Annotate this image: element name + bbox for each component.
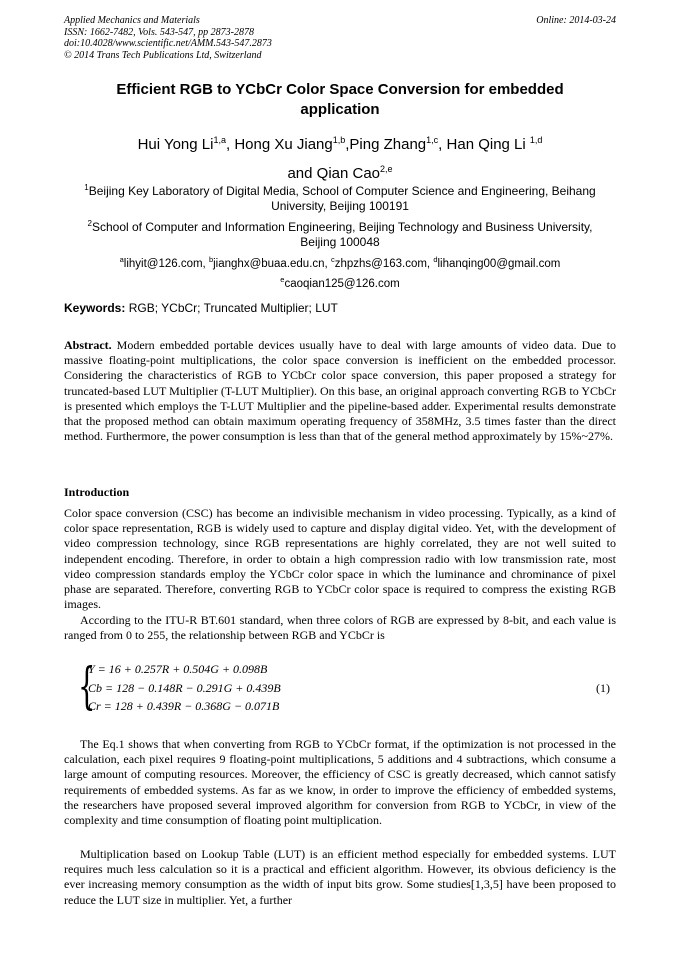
author-sep: , <box>438 136 447 153</box>
email-sup: c <box>330 255 335 264</box>
doi-line: doi:10.4028/www.scientific.net/AMM.543-547.2873 <box>64 38 272 49</box>
journal-name: Applied Mechanics and Materials <box>64 15 200 26</box>
equation-lines <box>88 660 281 716</box>
author-sup: 2,e <box>380 164 393 174</box>
author-sep: , <box>345 136 350 153</box>
affiliation-sup: 1 <box>84 183 89 192</box>
email-link[interactable]: jianghx@buaa.edu.cn, <box>213 258 331 270</box>
copyright-line: © 2014 Trans Tech Publications Ltd, Switzerland <box>64 49 262 61</box>
abstract-text: Modern embedded portable devices usually have to deal with large amounts of video data. Due to massive floating-point multiplications, the color space conversion is inefficient on the embedded processor. Considering the characteristics of RGB to YCbCr color space conversion, this paper proposed a strategy for truncated-based LUT Multiplier (T-LUT Multiplier). On this base, an original approach converting RGB to YCbCr is presented which employs the T-LUT Multiplier and the pipeline-based adder. Experimental results demonstrate that the proposed method can obtain maximum operating frequency of 358MHz, 3.5 times faster than the direct method. Furthermore, the power consumption is less than that of the general method approximately by 15%~27%. <box>64 338 616 444</box>
email-line-2 <box>64 272 616 292</box>
equation-line-y: Y = 16 + 0.257R + 0.504G + 0.098B <box>88 662 268 676</box>
equation-number: (1) <box>596 681 610 695</box>
title-line-2: application <box>300 101 380 118</box>
affiliation-2-line-2: Beijing 100048 <box>300 235 380 249</box>
title-line-1: Efficient RGB to YCbCr Color Space Conversion for embedded <box>116 81 564 98</box>
author-sup: 1,b <box>332 135 346 145</box>
affiliation-text: School of Computer and Information Engineering, Beijing Technology and Business University, <box>91 220 593 234</box>
affiliation-2-line-1 <box>64 216 616 235</box>
email-link[interactable]: caoqian125@126.com <box>284 278 400 290</box>
email-link[interactable]: lihanqing00@gmail.com <box>437 258 561 270</box>
author-name: Ping Zhang <box>349 136 427 153</box>
author-sup: 1,c <box>426 135 439 145</box>
abstract <box>64 338 616 444</box>
author-name: Han Qing Li <box>446 136 530 153</box>
intro-paragraph-2: According to the ITU-R BT.601 standard, when three colors of RGB are expressed by 8-bit, and each value is ranged from 0 to 255, the relationship between RGB and YCbCr is <box>64 613 616 643</box>
equation-1 <box>78 657 616 720</box>
keywords <box>64 301 616 316</box>
email-link[interactable]: zhpzhs@163.com, <box>334 258 434 270</box>
journal-header <box>64 15 616 61</box>
author-sup: 1,a <box>213 135 226 145</box>
author-sup: 1,d <box>529 135 543 145</box>
section-heading-introduction: Introduction <box>64 485 130 499</box>
email-sup: d <box>433 255 438 264</box>
affiliation-2 <box>64 216 616 250</box>
author-list <box>64 128 616 186</box>
equation-line-cb: Cb = 128 − 0.148R − 0.291G + 0.439B <box>88 680 281 695</box>
author-name: Hui Yong Li <box>137 136 214 153</box>
equation-line-cr: Cr = 128 + 0.439R − 0.368G − 0.071B <box>88 699 280 713</box>
affiliation-sup: 2 <box>87 219 92 228</box>
author-name: Hong Xu Jiang <box>234 136 333 153</box>
affiliation-text: Beijing Key Laboratory of Digital Media, School of Computer Science and Engineering, Beihang <box>88 184 596 198</box>
affiliation-1 <box>64 180 616 214</box>
affiliation-1-line-1 <box>64 180 616 199</box>
email-list <box>64 252 616 292</box>
keywords-text: RGB; YCbCr; Truncated Multiplier; LUT <box>125 301 338 315</box>
issn-line: ISSN: 1662-7482, Vols. 543-547, pp 2873-2878 <box>64 26 254 38</box>
left-brace: { <box>78 657 96 715</box>
online-date: Online: 2014-03-24 <box>536 15 616 26</box>
intro-paragraph-1: Color space conversion (CSC) has become an indivisible mechanism in video processing. Typically, as a kind of color space representation, RGB is widely used to capture and display digital video. Yet, with the development of video compression technology, since RGB representations are highly correlated, they are not well suited to independent encoding. Therefore, in order to obtain a high compression radio with low transmission rate, most video compression standards employ the YCbCr color space in which the luminance and chrominance of pixel phase are separated. Therefore, converting RGB to YCbCr color space is required to compress the existing RGB images. <box>64 506 616 612</box>
paper-title <box>64 80 616 120</box>
author-name: and Qian Cao <box>287 165 381 182</box>
email-line-1 <box>64 252 616 272</box>
intro-paragraph-3: The Eq.1 shows that when converting from RGB to YCbCr format, if the optimization is not processed in the calculation, each pixel requires 9 floating-point multiplications, 5 additions and 4 subtractions, which consume a large amount of computing resources. Moreover, the efficiency of CSC is greatly decreased, which cannot satisfy requirements of embedded systems. As far as we know, in order to improve the efficiency of embedded systems, the researchers have proposed several improved algorithm for conversion from RGB to YCbCr, in view of the complexity and time consumption of floating point multiplication. <box>64 737 616 828</box>
email-sup: e <box>280 275 285 284</box>
abstract-label: Abstract. <box>64 338 112 352</box>
email-sup: b <box>208 255 214 264</box>
author-sep: , <box>225 136 235 153</box>
affiliation-1-line-2: University, Beijing 100191 <box>271 199 409 213</box>
author-line-1 <box>64 128 616 157</box>
email-link[interactable]: lihyit@126.com, <box>123 258 209 270</box>
keywords-label: Keywords: <box>64 301 126 315</box>
email-sup: a <box>119 255 124 264</box>
intro-paragraph-4: Multiplication based on Lookup Table (LUT) is an efficient method especially for embedded systems. LUT requires much less calculation so it is a practical and efficient algorithm. However, its obvious deficiency is the ever increasing memory consumption as the width of input bits grow. Some studies[1,3,5] have been proposed to reduce the LUT size in multiplier. Yet, a further <box>64 847 616 907</box>
